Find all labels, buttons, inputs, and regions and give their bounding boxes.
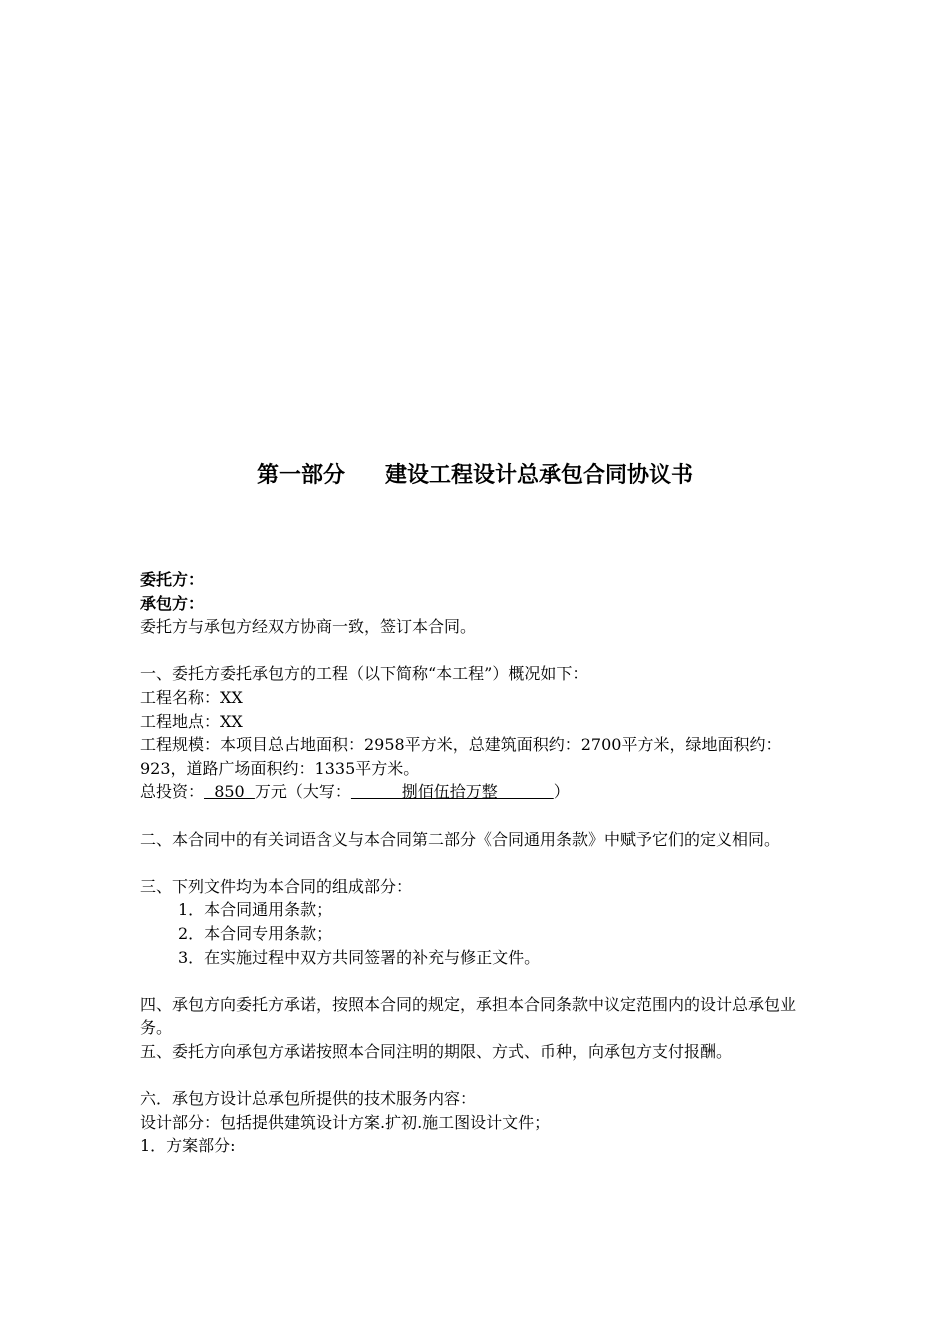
section3-item-1: 1．本合同通用条款； xyxy=(178,900,333,920)
investment-amount: 850 xyxy=(204,782,255,802)
title-main: 建设工程设计总承包合同协议书 xyxy=(385,463,694,488)
section2: 二、本合同中的有关词语含义与本合同第二部分《合同通用条款》中赋予它们的定义相同。 xyxy=(140,829,781,849)
investment-close: ） xyxy=(553,782,570,802)
project-location: 工程地点：XX xyxy=(140,711,243,731)
section3-item-2: 2．本合同专用条款； xyxy=(178,923,333,943)
section3-item-3: 3．在实施过程中双方共同签署的补充与修正文件。 xyxy=(178,947,541,967)
section6-heading: 六．承包方设计总承包所提供的技术服务内容： xyxy=(140,1089,477,1109)
section5: 五、委托方向承包方承诺按照本合同注明的期限、方式、币种，向承包方支付报酬。 xyxy=(140,1041,733,1061)
section1-heading: 一、委托方委托承包方的工程（以下简称“本工程”）概况如下： xyxy=(140,664,589,684)
contractor-label: 承包方： xyxy=(140,593,205,613)
project-name: 工程名称：XX xyxy=(140,687,243,707)
title-part: 第一部分 xyxy=(256,463,345,488)
investment-label: 总投资： xyxy=(140,782,205,802)
section3-heading: 三、下列文件均为本合同的组成部分： xyxy=(140,876,413,896)
document-body xyxy=(140,568,815,1158)
project-scale: 工程规模：本项目总占地面积：2958平方米，总建筑面积约：2700平方米，绿地面积约：923，道路广场面积约：1335平方米。 xyxy=(140,735,782,778)
total-investment xyxy=(140,780,815,804)
section6-item-1: 1．方案部分: xyxy=(140,1136,236,1156)
agreement-line: 委托方与承包方经双方协商一致，签订本合同。 xyxy=(140,617,477,637)
document-title xyxy=(0,461,950,491)
section4: 四、承包方向委托方承诺，按照本合同的规定，承担本合同条款中议定范围内的设计总承包业务。 xyxy=(140,994,797,1038)
client-label: 委托方： xyxy=(140,570,205,589)
investment-words: 捌佰伍拾万整 xyxy=(350,782,554,802)
section6-design-part: 设计部分：包括提供建筑设计方案.扩初.施工图设计文件； xyxy=(140,1112,551,1132)
investment-unit: 万元（大写： xyxy=(254,782,351,802)
